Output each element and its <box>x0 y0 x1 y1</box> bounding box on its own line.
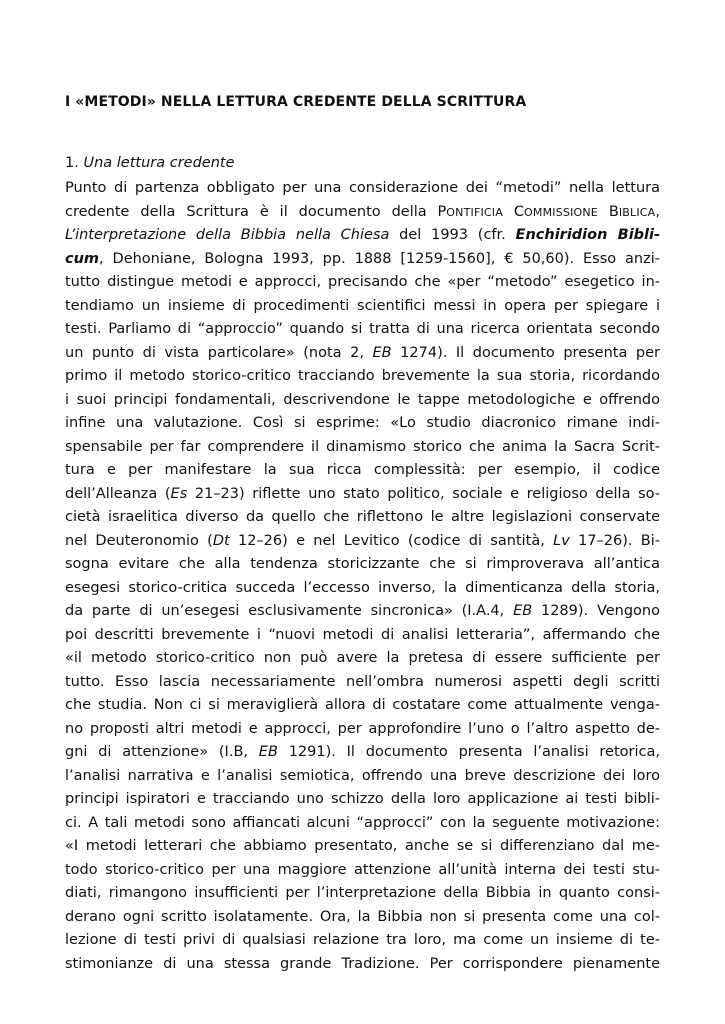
text-line: tendiamo un insieme di procedimenti scientifici messi in opera per spiegare i <box>65 297 660 314</box>
text-line: poi descritti brevemente i “nuovi metodi di analisi letteraria”, affermando che <box>65 626 660 643</box>
text-line: cum, Dehoniane, Bologna 1993, pp. 1888 [1259-1560], € 50,60). Esso anzi- <box>65 250 660 267</box>
text-line: l’analisi narrativa e l’analisi semiotica, offrendo una breve descrizione dei loro <box>65 767 660 784</box>
text-line: un punto di vista particolare» (nota 2, EB 1274). Il documento presenta per <box>65 344 660 361</box>
text-line: gni di attenzione» (I.B, EB 1291). Il documento presenta l’analisi retorica, <box>65 744 660 760</box>
text-line: infine una valutazione. Così si esprime: «Lo studio diacronico rimane indi- <box>65 415 660 431</box>
text-line: Punto di partenza obbligato per una considerazione dei “metodi” nella lettura <box>65 180 660 196</box>
text-line: lezione di testi privi di qualsiasi relazione tra loro, ma come un insieme di te- <box>65 932 660 948</box>
section-number: 1. <box>65 155 79 171</box>
text-line: principi ispiratori e tracciando uno schizzo della loro applicazione ai testi bibli- <box>65 791 660 807</box>
text-line: i suoi principi fondamentali, descrivendone le tappe metodologiche e offrendo <box>65 391 660 408</box>
text-line: todo storico-critico per una maggiore attenzione all’unità interna dei testi stu- <box>65 861 660 878</box>
text-line: testi. Parliamo di “approccio” quando si tratta di una ricerca orientata secondo <box>65 321 660 337</box>
text-line: nel Deuteronomio (Dt 12–26) e nel Levitico (codice di santità, Lv 17–26). Bi- <box>65 532 660 549</box>
text-line: no proposti altri metodi e approcci, per approfondire l’uno o l’altro aspetto de- <box>65 720 660 737</box>
text-line: cietà israelitica diverso da quello che riflettono le altre legislazioni conservate <box>65 509 660 525</box>
text-line: derano ogni scritto isolatamente. Ora, la Bibbia non si presenta come una col- <box>65 908 660 925</box>
text-line: «I metodi letterari che abbiamo presentato, anche se si differenziano dal me- <box>65 838 660 854</box>
body-paragraph <box>65 177 660 976</box>
section-heading <box>65 155 235 171</box>
text-line: sogna evitare che alla tendenza storicizzante che si rimproverava all’antica <box>65 556 660 572</box>
text-line: ci. A tali metodi sono affiancati alcuni “approcci” con la seguente motivazione: <box>65 814 660 831</box>
text-line: credente della Scrittura è il documento della PONTIFICIA COMMISSIONE BIBLICA, <box>65 203 660 220</box>
text-line: esegesi storico-critica succeda l’eccesso inverso, la dimenticanza della storia, <box>65 579 660 596</box>
text-line: stimonianze di una stessa grande Tradizione. Per corrispondere pienamente <box>65 955 660 972</box>
text-line: tura e per manifestare la sua ricca complessità: per esempio, il codice <box>65 462 660 478</box>
text-line: tutto. Esso lascia necessariamente nell’ombra numerosi aspetti degli scritti <box>65 673 660 690</box>
text-line: diati, rimangono insufficienti per l’interpretazione della Bibbia in quanto consi- <box>65 885 660 901</box>
text-line: da parte di un’esegesi esclusivamente sincronica» (I.A.4, EB 1289). Vengono <box>65 603 660 619</box>
text-line: primo il metodo storico-critico tracciando brevemente la sua storia, ricordando <box>65 368 660 384</box>
text-line: dell’Alleanza (Es 21–23) riflette uno stato politico, sociale e religioso della so- <box>65 485 660 502</box>
text-line: L’interpretazione della Bibbia nella Chiesa del 1993 (cfr. Enchiridion Bibli- <box>65 227 660 243</box>
text-line: che studia. Non ci si meraviglierà allora di costatare come attualmente venga- <box>65 697 660 713</box>
page-title: I «METODI» NELLA LETTURA CREDENTE DELLA SCRITTURA <box>65 94 527 110</box>
section-title: Una lettura credente <box>83 155 235 171</box>
text-line: spensabile per far comprendere il dinamismo storico che anima la Sacra Scrit- <box>65 438 660 455</box>
text-line: tutto distingue metodi e approcci, precisando che «per “metodo” esegetico in- <box>65 274 660 290</box>
text-line: «il metodo storico-critico non può avere la pretesa di essere sufficiente per <box>65 650 660 666</box>
